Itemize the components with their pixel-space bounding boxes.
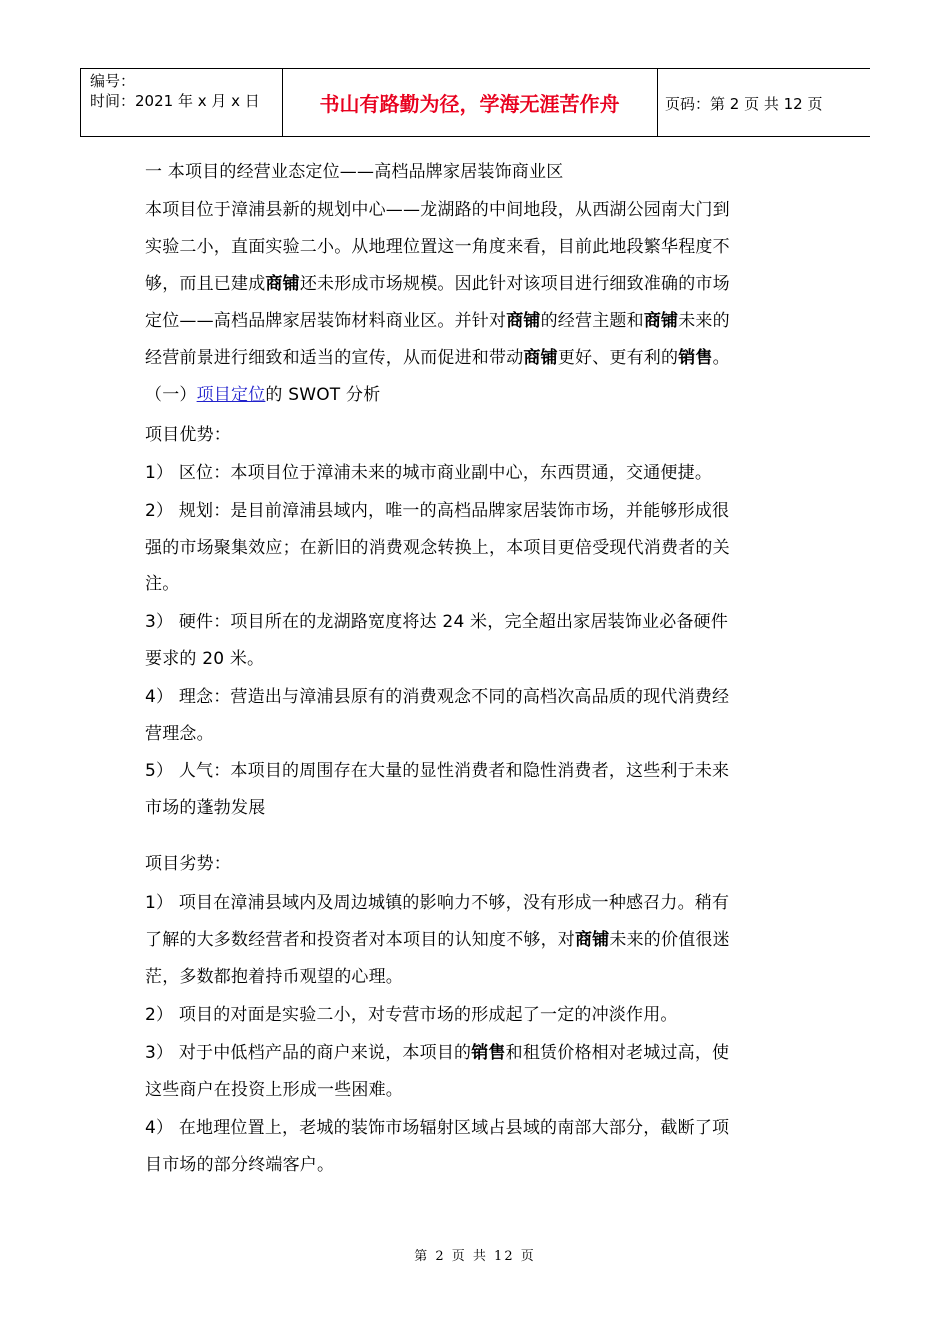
text-run: 本项目位于漳浦县新的规划中心——龙湖路的中间地段，从西湖公园南大门到 bbox=[145, 200, 730, 220]
text-run: 定位——高档品牌家居装饰材料商业区。并针对 bbox=[145, 311, 507, 331]
text-run: 了解的大多数经营者和投资者对本项目的认知度不够，对 bbox=[145, 930, 575, 950]
text-line bbox=[145, 1003, 678, 1027]
text-run: 强的市场聚集效应；在新旧的消费观念转换上，本项目更倍受现代消费者的关 bbox=[145, 538, 730, 558]
text-line bbox=[145, 536, 730, 560]
text-run: 未来的 bbox=[678, 311, 730, 331]
text-line bbox=[145, 796, 265, 820]
text-line bbox=[145, 1153, 334, 1177]
text-run: 一 本项目的经营业态定位——高档品牌家居装饰商业区 bbox=[145, 162, 564, 182]
text-line bbox=[145, 722, 214, 746]
text-run: 项目劣势： bbox=[145, 854, 231, 874]
text-run: 项目优势： bbox=[145, 425, 231, 445]
text-run: 实验二小，直面实验二小。从地理位置这一角度来看，目前此地段繁华程度不 bbox=[145, 237, 730, 257]
text-run: 目市场的部分终端客户。 bbox=[145, 1155, 335, 1175]
bold-keyword: 商铺 bbox=[523, 348, 558, 368]
bold-keyword: 销售 bbox=[471, 1043, 506, 1063]
text-run: 。 bbox=[712, 348, 730, 368]
text-line bbox=[145, 461, 712, 485]
text-run: 还未形成市场规模。因此针对该项目进行细致准确的市场 bbox=[299, 274, 730, 294]
text-run: 茫，多数都抱着持币观望的心理。 bbox=[145, 967, 403, 987]
header-page-info: 页码：第 2 页 共 12 页 bbox=[665, 95, 823, 113]
text-run: 够，而且已建成 bbox=[145, 274, 266, 294]
text-run: 3） 对于中低档产品的商户来说，本项目的 bbox=[145, 1043, 472, 1063]
project-positioning-link[interactable]: 项目定位 bbox=[196, 385, 266, 405]
header-divider bbox=[80, 69, 81, 136]
bold-keyword: 商铺 bbox=[506, 311, 541, 331]
text-line bbox=[145, 309, 730, 333]
text-run: 注。 bbox=[145, 574, 180, 594]
text-line bbox=[145, 572, 179, 596]
text-line bbox=[145, 272, 730, 296]
text-line bbox=[145, 647, 264, 671]
number-label: 编号： bbox=[90, 72, 136, 90]
text-line bbox=[145, 346, 730, 370]
text-line bbox=[145, 1041, 729, 1065]
text-line bbox=[145, 423, 231, 447]
text-run: 要求的 20 米。 bbox=[145, 649, 265, 669]
text-run: 经营前景进行细致和适当的宣传，从而促进和带动 bbox=[145, 348, 524, 368]
text-line bbox=[145, 198, 730, 222]
text-run: 4） 理念：营造出与漳浦县原有的消费观念不同的高档次高品质的现代消费经 bbox=[145, 687, 730, 707]
time-label: 时间：2021 年 x 月 x 日 bbox=[90, 92, 260, 110]
text-run: 1） 项目在漳浦县域内及周边城镇的影响力不够，没有形成一种感召力。稍有 bbox=[145, 893, 730, 913]
header-meta bbox=[90, 71, 260, 111]
text-line bbox=[145, 1116, 729, 1140]
text-run: 的经营主题和 bbox=[540, 311, 644, 331]
bold-keyword: 销售 bbox=[678, 348, 713, 368]
text-run: 3） 硬件：项目所在的龙湖路宽度将达 24 米，完全超出家居装饰业必备硬件 bbox=[145, 612, 729, 632]
header-divider bbox=[657, 69, 658, 136]
header-table bbox=[80, 68, 870, 137]
text-run: 2） 规划：是目前漳浦县域内，唯一的高档品牌家居装饰市场，并能够形成很 bbox=[145, 501, 730, 521]
text-line bbox=[145, 1078, 403, 1102]
text-run: 营理念。 bbox=[145, 724, 214, 744]
text-line bbox=[145, 852, 231, 876]
text-run: 市场的蓬勃发展 bbox=[145, 798, 266, 818]
bold-keyword: 商铺 bbox=[643, 311, 679, 331]
text-run: 1） 区位：本项目位于漳浦未来的城市商业副中心，东西贯通，交通便捷。 bbox=[145, 463, 713, 483]
text-line bbox=[145, 759, 729, 783]
text-run: 2） 项目的对面是实验二小，对专营市场的形成起了一定的冲淡作用。 bbox=[145, 1005, 678, 1025]
bold-keyword: 商铺 bbox=[265, 274, 300, 294]
text-run: 这些商户在投资上形成一些困难。 bbox=[145, 1080, 403, 1100]
text-line bbox=[145, 610, 728, 634]
text-line bbox=[145, 235, 730, 259]
text-line bbox=[145, 891, 729, 915]
text-run: 未来的价值很迷 bbox=[609, 930, 730, 950]
text-run: 的 SWOT 分析 bbox=[265, 385, 381, 405]
text-run: 和租赁价格相对老城过高，使 bbox=[505, 1043, 730, 1063]
bold-keyword: 商铺 bbox=[575, 930, 610, 950]
text-run: （一） bbox=[145, 385, 197, 405]
text-run: 更好、更有利的 bbox=[557, 348, 679, 368]
text-line bbox=[145, 383, 380, 407]
text-line bbox=[145, 965, 403, 989]
text-line bbox=[145, 160, 563, 184]
text-run: 5） 人气：本项目的周围存在大量的显性消费者和隐性消费者，这些利于未来 bbox=[145, 761, 730, 781]
page-footer: 第 2 页 共 12 页 bbox=[414, 1249, 536, 1264]
header-motto: 书山有路勤为径，学海无涯苦作舟 bbox=[319, 92, 620, 116]
text-line bbox=[145, 499, 729, 523]
text-line bbox=[145, 928, 730, 952]
text-run: 4） 在地理位置上，老城的装饰市场辐射区域占县域的南部大部分，截断了项 bbox=[145, 1118, 730, 1138]
text-line bbox=[145, 685, 729, 709]
